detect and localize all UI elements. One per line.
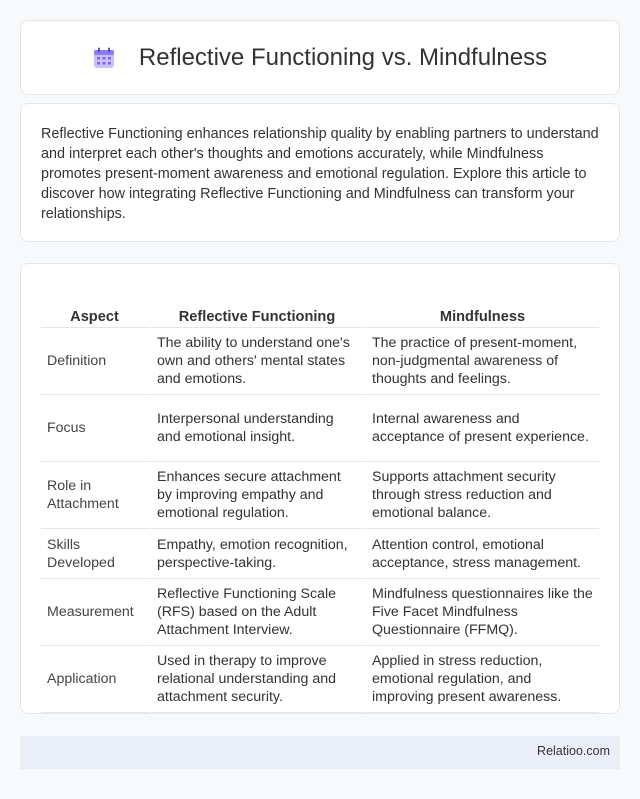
row-mindfulness: Internal awareness and acceptance of present experience. xyxy=(366,395,599,462)
page-title: Reflective Functioning vs. Mindfulness xyxy=(138,43,548,71)
row-reflective-functioning: The ability to understand one's own and others' mental states and emotions. xyxy=(151,328,366,395)
row-reflective-functioning: Enhances secure attachment by improving empathy and emotional regulation. xyxy=(151,462,366,529)
row-mindfulness: Attention control, emotional acceptance, stress management. xyxy=(366,529,599,579)
header-reflective-functioning: Reflective Functioning xyxy=(151,284,366,328)
row-reflective-functioning: Reflective Functioning Scale (RFS) based on the Adult Attachment Interview. xyxy=(151,579,366,646)
table-row xyxy=(41,462,599,529)
row-aspect: Measurement xyxy=(41,579,151,646)
calendar-icon xyxy=(93,47,115,69)
table-row xyxy=(41,395,599,462)
row-aspect: Focus xyxy=(41,395,151,462)
row-aspect: Definition xyxy=(41,328,151,395)
row-aspect: Application xyxy=(41,646,151,713)
header-mindfulness: Mindfulness xyxy=(366,284,599,328)
row-reflective-functioning: Used in therapy to improve relational understanding and attachment security. xyxy=(151,646,366,713)
intro-card xyxy=(20,103,620,242)
row-reflective-functioning: Empathy, emotion recognition, perspective-taking. xyxy=(151,529,366,579)
footer-brand-link[interactable]: Relatioo.com xyxy=(537,744,610,758)
row-mindfulness: Mindfulness questionnaires like the Five Facet Mindfulness Questionnaire (FFMQ). xyxy=(366,579,599,646)
comparison-card xyxy=(20,263,620,714)
row-mindfulness: Supports attachment security through stress reduction and emotional balance. xyxy=(366,462,599,529)
row-mindfulness: The practice of present-moment, non-judgmental awareness of thoughts and feelings. xyxy=(366,328,599,395)
row-aspect: Skills Developed xyxy=(41,529,151,579)
comparison-table xyxy=(41,284,599,713)
header-aspect: Aspect xyxy=(41,284,151,328)
footer xyxy=(20,736,620,769)
row-reflective-functioning: Interpersonal understanding and emotional insight. xyxy=(151,395,366,462)
title-card xyxy=(20,20,620,95)
intro-text: Reflective Functioning enhances relationship quality by enabling partners to understand and interpret each other's thoughts and emotions accurately, while Mindfulness promotes present-moment awareness and emotional regulation. Explore this article to discover how integrating Reflective Functioning and Mindfulness can transform your relationships. xyxy=(41,126,599,222)
table-row xyxy=(41,529,599,579)
table-row xyxy=(41,646,599,713)
table-row xyxy=(41,579,599,646)
row-mindfulness: Applied in stress reduction, emotional regulation, and improving present awareness. xyxy=(366,646,599,713)
table-row xyxy=(41,328,599,395)
row-aspect: Role in Attachment xyxy=(41,462,151,529)
